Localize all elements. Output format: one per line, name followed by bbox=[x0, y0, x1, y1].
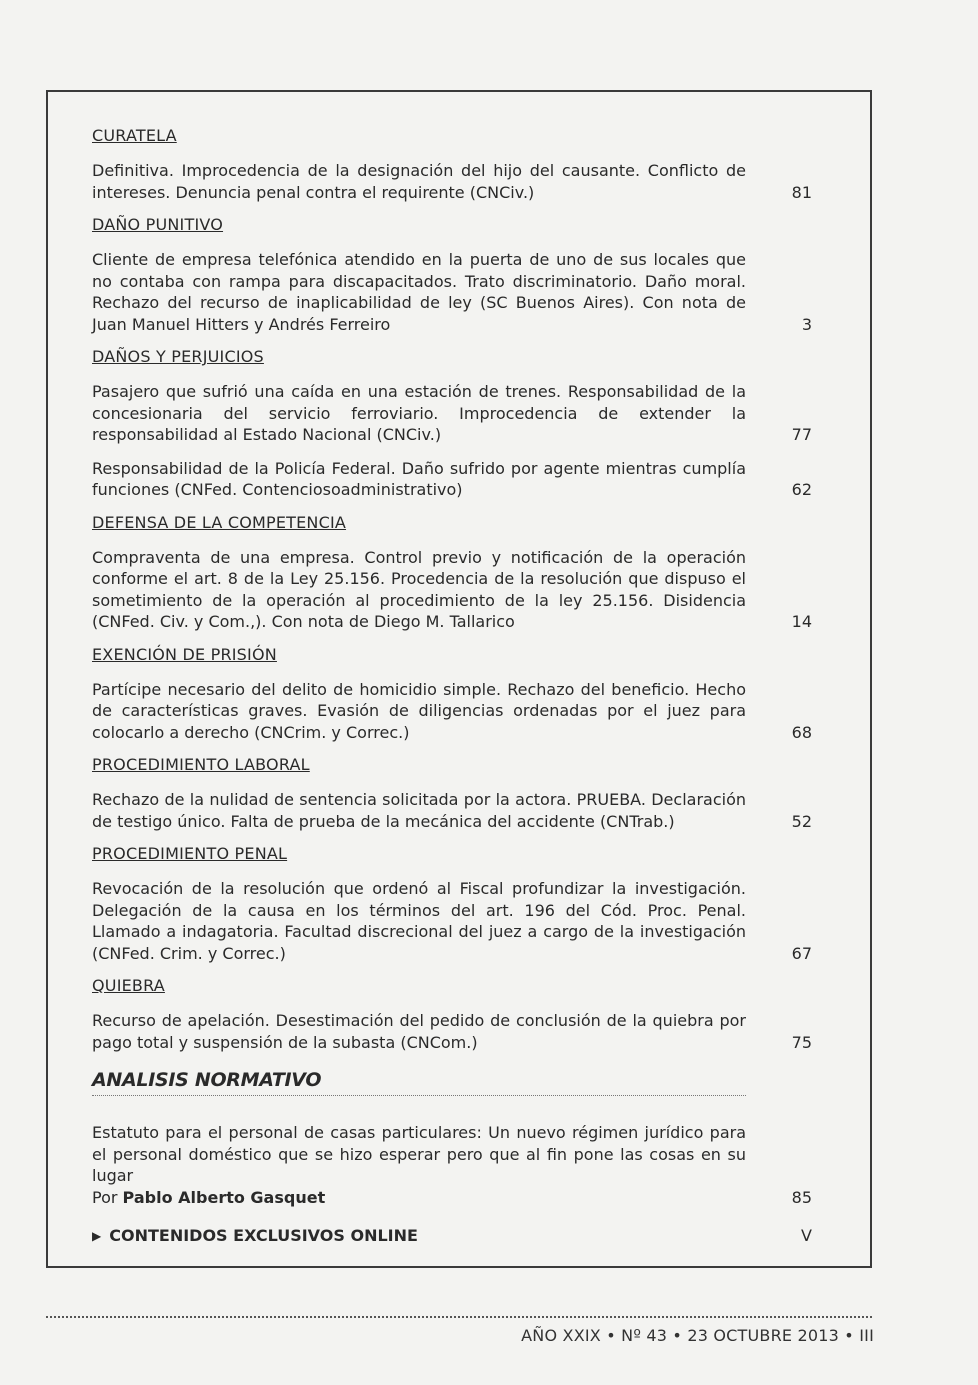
entry-text: Compraventa de una empresa. Control previo y notificación de la operación conforme el art. 8 de la Ley 25.156. Procedencia de la resolución que dispuso el sometimiento de la operación al procedimiento de la ley 25.156. Disidencia (CNFed. Civ. y Com.,). Con nota de Diego M. Tallarico bbox=[92, 547, 746, 631]
index-entry bbox=[92, 160, 822, 203]
index-entry bbox=[92, 381, 822, 446]
online-label: CONTENIDOS EXCLUSIVOS ONLINE bbox=[109, 1226, 418, 1245]
entry-text: Recurso de apelación. Desestimación del pedido de conclusión de la quiebra por pago total y suspensión de la subasta (CNCom.) bbox=[92, 1011, 746, 1052]
page-footer: AÑO XXIX • Nº 43 • 23 OCTUBRE 2013 • III bbox=[521, 1326, 874, 1345]
entry-text: Pasajero que sufrió una caída en una estación de trenes. Responsabilidad de la concesionaria del servicio ferroviario. Improcedencia de extender la responsabilidad al Estado Nacional (CNCiv.) bbox=[92, 382, 746, 444]
section-heading: PROCEDIMIENTO LABORAL bbox=[92, 755, 310, 774]
section-quiebra bbox=[92, 976, 822, 1053]
entry-text: Partícipe necesario del delito de homicidio simple. Rechazo del beneficio. Hecho de características graves. Evasión de diligencias ordenadas por el juez para colocarlo a derecho (CNCrim. y Correc.) bbox=[92, 679, 746, 742]
section-curatela bbox=[92, 126, 822, 203]
section-heading: QUIEBRA bbox=[92, 976, 165, 995]
section-exencion-prision bbox=[92, 645, 822, 744]
entry-page: 52 bbox=[791, 811, 812, 831]
analisis-entry bbox=[92, 1122, 822, 1208]
index-content bbox=[92, 126, 822, 1245]
section-procedimiento-penal bbox=[92, 844, 822, 964]
entry-page: 14 bbox=[791, 612, 812, 631]
entry-text: Responsabilidad de la Policía Federal. Daño sufrido por agente mientras cumplía funciones (CNFed. Contenciosoadministrativo) bbox=[92, 458, 746, 499]
section-heading: DEFENSA DE LA COMPETENCIA bbox=[92, 512, 347, 532]
entry-page: 77 bbox=[791, 425, 812, 444]
entry-page: 3 bbox=[801, 314, 812, 334]
analisis-author: Pablo Alberto Gasquet bbox=[122, 1187, 326, 1207]
entry-page: 68 bbox=[791, 722, 812, 742]
index-entry bbox=[92, 249, 822, 335]
section-heading: PROCEDIMIENTO PENAL bbox=[92, 844, 288, 863]
online-page: V bbox=[801, 1226, 812, 1245]
section-heading: DAÑO PUNITIVO bbox=[92, 215, 224, 234]
play-triangle-icon: ▶ bbox=[92, 1228, 102, 1243]
section-danos-perjuicios bbox=[92, 347, 822, 501]
entry-page: 81 bbox=[791, 182, 812, 202]
entry-page: 67 bbox=[791, 943, 812, 963]
entry-page: 85 bbox=[791, 1187, 812, 1207]
analisis-by: Por bbox=[92, 1187, 118, 1207]
entry-text bbox=[92, 1122, 746, 1208]
section-heading: EXENCIÓN DE PRISIÓN bbox=[92, 644, 277, 664]
footer-divider bbox=[46, 1316, 872, 1318]
entry-text: Rechazo de la nulidad de sentencia solicitada por la actora. PRUEBA. Declaración de testigo único. Falta de prueba de la mecánica del accidente (CNTrab.) bbox=[92, 790, 746, 831]
index-entry bbox=[92, 458, 822, 501]
index-entry bbox=[92, 789, 822, 832]
online-contents-link[interactable] bbox=[92, 1226, 822, 1245]
entry-page: 75 bbox=[791, 1032, 812, 1052]
analisis-text: Estatuto para el personal de casas particulares: Un nuevo régimen jurídico para el personal doméstico que se hizo esperar pero que al fin pone las cosas en su lugar bbox=[92, 1123, 746, 1185]
section-heading: CURATELA bbox=[92, 126, 177, 145]
index-entry bbox=[92, 878, 822, 964]
entry-text: Revocación de la resolución que ordenó al Fiscal profundizar la investigación. Delegación de la causa en los términos del art. 196 del Cód. Proc. Penal. Llamado a indagatoria. Facultad discrecional del juez a cargo de la investigación (CNFed. Crim. y Correc.) bbox=[92, 879, 746, 963]
entry-text: Definitiva. Improcedencia de la designación del hijo del causante. Conflicto de intereses. Denuncia penal contra el requirente (CNCiv.) bbox=[92, 161, 746, 202]
section-defensa-competencia bbox=[92, 513, 822, 633]
index-entry bbox=[92, 1010, 822, 1053]
entry-text: Cliente de empresa telefónica atendido en la puerta de uno de sus locales que no contaba con rampa para discapacitados. Trato discriminatorio. Daño moral. Rechazo del recurso de inaplicabilidad de ley (SC Buenos Aires). Con nota de Juan Manuel Hitters y Andrés Ferreiro bbox=[92, 250, 746, 334]
index-entry bbox=[92, 547, 822, 633]
section-heading: DAÑOS Y PERJUICIOS bbox=[92, 347, 264, 366]
entry-page: 62 bbox=[791, 480, 812, 499]
section-dano-punitivo bbox=[92, 215, 822, 335]
index-entry bbox=[92, 679, 822, 744]
analisis-normativo-title: ANALISIS NORMATIVO bbox=[92, 1069, 746, 1096]
section-procedimiento-laboral bbox=[92, 755, 822, 832]
